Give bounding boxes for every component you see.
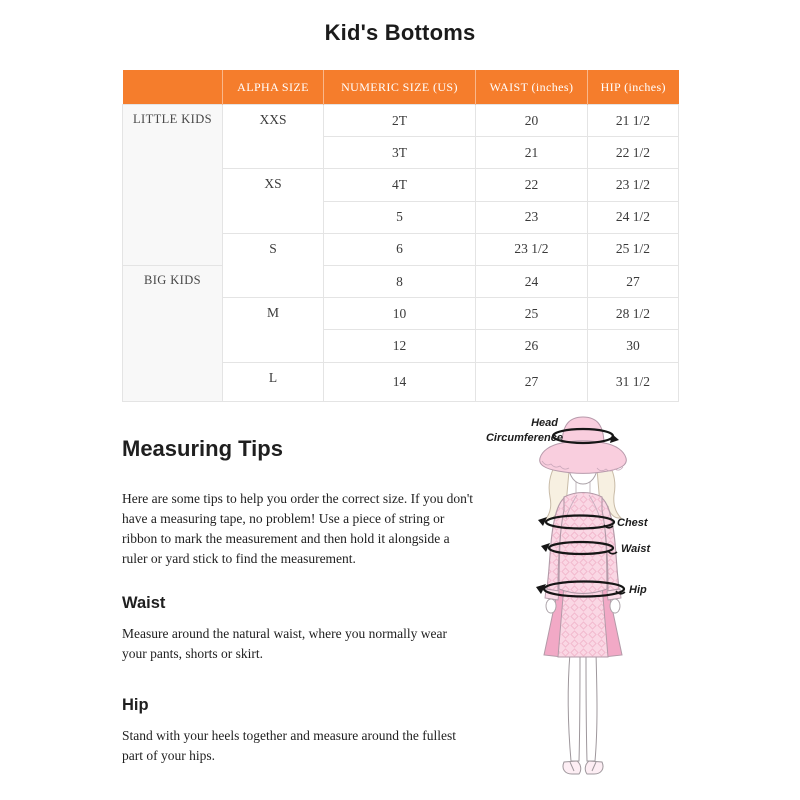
measuring-tips-heading: Measuring Tips xyxy=(122,436,283,461)
numeric-size-cell: 5 xyxy=(324,201,476,233)
waist-cell: 25 xyxy=(476,298,588,330)
header-cell-group xyxy=(123,70,223,105)
head-circumference-label-line1: Head xyxy=(531,417,558,429)
table-row xyxy=(123,265,679,297)
numeric-size-cell: 6 xyxy=(324,233,476,265)
hip-cell: 30 xyxy=(588,330,679,362)
waist-cell: 26 xyxy=(476,330,588,362)
hip-cell: 23 1/2 xyxy=(588,169,679,201)
alpha-size-cell: M xyxy=(223,298,324,362)
measuring-tips-intro: Here are some tips to help you order the correct size. If you don't have a measuring tape, no problem! Use a piece of string or ribbon to mark the measurement and then hold it alongside a ruler or yard stick to find the measurement. xyxy=(122,491,474,566)
numeric-size-cell: 8 xyxy=(324,265,476,297)
waist-cell: 22 xyxy=(476,169,588,201)
waist-heading: Waist xyxy=(122,594,166,612)
numeric-size-cell: 12 xyxy=(324,330,476,362)
waist-paragraph: Measure around the natural waist, where you normally wear your pants, shorts or skirt. xyxy=(122,626,448,661)
group-cell: LITTLE KIDS xyxy=(123,105,223,266)
page-title: Kid's Bottoms xyxy=(324,20,476,45)
alpha-size-cell: L xyxy=(223,362,324,401)
numeric-size-cell: 3T xyxy=(324,137,476,169)
hip-paragraph: Stand with your heels together and measure around the fullest part of your hips. xyxy=(122,728,457,763)
hip-cell: 28 1/2 xyxy=(588,298,679,330)
waist-cell: 20 xyxy=(476,105,588,137)
hip-cell: 25 1/2 xyxy=(588,233,679,265)
hip-heading: Hip xyxy=(122,696,149,714)
sandals xyxy=(563,761,603,774)
hip-label: Hip xyxy=(629,584,647,596)
girl-illustration xyxy=(480,405,705,790)
alpha-size-cell: XS xyxy=(223,169,324,233)
hip-cell: 27 xyxy=(588,265,679,297)
waist-cell: 24 xyxy=(476,265,588,297)
head-circumference-label-line2: Circumference xyxy=(485,432,563,444)
waist-cell: 23 xyxy=(476,201,588,233)
header-cell: NUMERIC SIZE (US) xyxy=(324,70,476,105)
header-row xyxy=(123,70,679,105)
group-cell: BIG KIDS xyxy=(123,265,223,401)
numeric-size-cell: 10 xyxy=(324,298,476,330)
hip-cell: 21 1/2 xyxy=(588,105,679,137)
size-chart-body xyxy=(123,105,679,402)
size-chart-header xyxy=(123,70,679,105)
header-cell: HIP (inches) xyxy=(588,70,679,105)
hip-cell: 24 1/2 xyxy=(588,201,679,233)
alpha-size-cell: S xyxy=(223,233,324,297)
hip-cell: 31 1/2 xyxy=(588,362,679,401)
table-row xyxy=(123,105,679,137)
legs xyxy=(568,653,597,761)
chest-label: Chest xyxy=(617,517,648,529)
alpha-size-cell: XXS xyxy=(223,105,324,169)
header-cell: ALPHA SIZE xyxy=(223,70,324,105)
waist-cell: 27 xyxy=(476,362,588,401)
hip-cell: 22 1/2 xyxy=(588,137,679,169)
size-chart-table xyxy=(122,70,679,402)
numeric-size-cell: 4T xyxy=(324,169,476,201)
waist-label: Waist xyxy=(621,543,651,555)
numeric-size-cell: 14 xyxy=(324,362,476,401)
header-cell: WAIST (inches) xyxy=(476,70,588,105)
waist-cell: 21 xyxy=(476,137,588,169)
numeric-size-cell: 2T xyxy=(324,105,476,137)
waist-cell: 23 1/2 xyxy=(476,233,588,265)
measurement-figure xyxy=(480,405,705,790)
